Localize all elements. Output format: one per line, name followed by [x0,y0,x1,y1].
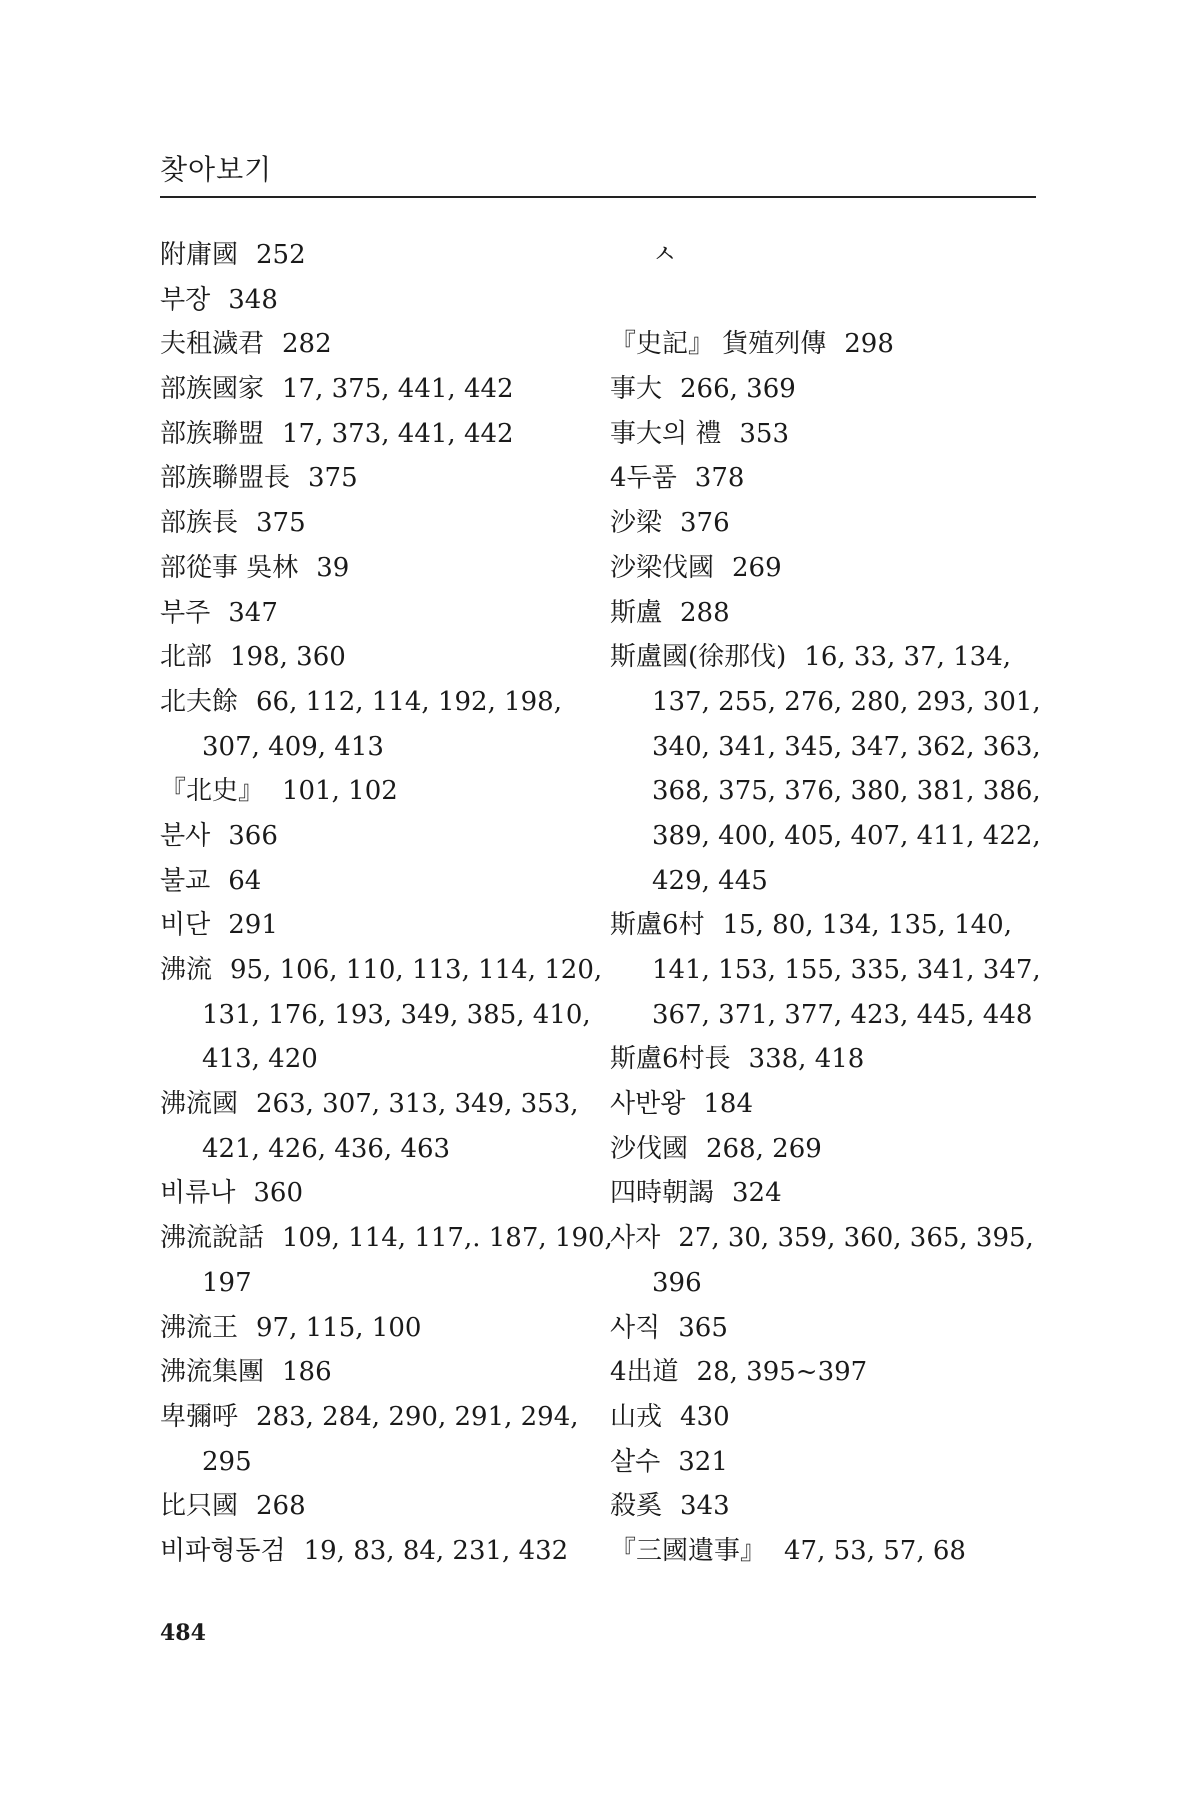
index-term: 사자 [610,1223,661,1254]
index-entry-continuation: 368, 375, 376, 380, 381, 386, [652,776,1041,807]
index-term: 沸流集團 [160,1357,265,1388]
index-entry [610,412,1040,457]
index-entry [160,1529,580,1574]
index-pages: 28, 395~397 [696,1357,868,1388]
index-entry-continuation: 295 [202,1446,252,1477]
index-pages: 375 [308,463,358,494]
index-entry-continuation: 429, 445 [652,865,768,896]
index-term: 部族長 [160,508,239,539]
index-term: 北部 [160,642,213,673]
index-entry-continuation: 137, 255, 276, 280, 293, 301, [652,686,1041,717]
index-term: 沸流國 [160,1089,239,1120]
index-term: 4두품 [610,463,677,494]
index-entry [160,1082,580,1127]
index-pages: 268, 269 [706,1133,822,1164]
index-term: 沙梁伐國 [610,552,715,583]
index-entry [160,546,580,591]
index-term: 比只國 [160,1491,239,1522]
index-term: 沸流 [160,955,213,985]
index-entry [610,1306,1040,1351]
index-pages: 283, 284, 290, 291, 294, [256,1401,579,1432]
index-term: 事大의 禮 [610,418,722,449]
index-term: 部族國家 [160,374,265,405]
index-pages: 109, 114, 117,. 187, 190, [282,1223,613,1254]
index-term: 살수 [610,1446,661,1477]
index-entry [160,1171,580,1216]
index-term: 4出道 [610,1357,679,1388]
index-term: 北夫餘 [160,686,239,717]
index-entry [610,1037,1040,1082]
index-term: 夫租濊君 [160,329,265,360]
index-term: 事大 [610,374,663,405]
index-pages: 282 [282,329,332,360]
index-pages: 343 [680,1491,730,1522]
index-pages: 375 [256,508,306,539]
index-entry [160,814,580,859]
index-entry [610,1440,1040,1485]
index-entry [160,948,603,993]
index-entry [160,501,580,546]
index-entry [610,1171,1040,1216]
index-pages: 366 [228,820,278,851]
index-entry [160,1350,580,1395]
index-pages: 198, 360 [230,642,346,673]
index-column-left [160,233,613,1574]
index-entry [610,367,1040,412]
index-pages: 252 [256,240,306,270]
index-term: 部族聯盟 [160,418,265,449]
index-entry [160,1484,580,1529]
index-pages: 268 [256,1491,306,1522]
index-pages: 353 [739,418,790,449]
index-entry [610,322,1040,367]
index-pages: 101, 102 [282,776,398,807]
page-number: 484 [160,1620,206,1646]
index-term: 部從事 吳林 [160,552,299,583]
index-entry-continuation: 141, 153, 155, 335, 341, 347, [652,955,1041,985]
index-term: 斯盧 [610,597,663,628]
index-term: 斯盧6村長 [610,1044,731,1075]
index-pages: 321 [678,1446,728,1477]
index-entry [160,769,580,814]
index-entry [610,591,1040,636]
index-term: 『北史』 [160,776,265,807]
index-pages: 263, 307, 313, 349, 353, [256,1089,579,1120]
index-term: 사반왕 [610,1089,686,1120]
index-term: 부장 [160,284,211,315]
index-term: 비파형동검 [160,1535,286,1566]
index-entry [160,635,580,680]
index-term: 沙梁 [610,508,663,539]
index-pages: 376 [680,508,730,539]
index-pages: 348 [228,284,278,315]
index-entry [160,322,580,367]
index-term: 四時朝謁 [610,1178,715,1209]
index-pages: 360 [253,1178,303,1209]
index-entry [160,1306,580,1351]
index-pages: 347 [228,597,278,628]
index-entry [160,1216,613,1261]
index-term: 卑彌呼 [160,1401,239,1432]
index-term: 斯盧6村 [610,910,705,941]
index-pages: 17, 373, 441, 442 [282,418,514,449]
index-entry-continuation: 340, 341, 345, 347, 362, 363, [652,731,1041,762]
index-entry [160,680,580,725]
index-term: 沙伐國 [610,1133,689,1164]
index-term: 사직 [610,1312,661,1343]
index-entry [160,1395,580,1440]
index-entry [160,278,580,323]
index-pages: 95, 106, 110, 113, 114, 120, [230,955,603,985]
index-entry [610,1395,1040,1440]
index-term: 沸流王 [160,1312,239,1343]
index-entry-continuation: 131, 176, 193, 349, 385, 410, [202,999,591,1030]
index-pages: 186 [282,1357,332,1388]
index-pages: 288 [680,597,730,628]
index-term: 불교 [160,865,211,896]
page-header: 찾아보기 [160,153,273,186]
index-entry [160,233,580,278]
index-pages: 338, 418 [748,1044,865,1075]
index-entry [160,412,580,457]
index-pages: 378 [694,463,745,494]
index-pages: 16, 33, 37, 134, [804,642,1012,673]
index-pages: 15, 80, 134, 135, 140, [722,910,1012,941]
index-pages: 66, 112, 114, 192, 198, [256,686,562,717]
index-entry [610,1529,1040,1574]
index-term: 沸流說話 [160,1223,265,1254]
index-entry [610,1082,1040,1127]
index-term: 殺奚 [610,1491,663,1522]
index-term: 部族聯盟長 [160,463,291,494]
index-term: 山戎 [610,1401,663,1432]
index-entry [610,1484,1040,1529]
index-entry-continuation: 197 [202,1267,252,1298]
index-pages: 27, 30, 359, 360, 365, 395, [678,1223,1034,1254]
index-entry-continuation: 396 [652,1267,702,1298]
index-entry-continuation: 413, 420 [202,1044,318,1075]
index-entry [610,501,1040,546]
index-entry [160,591,580,636]
index-term: 『史記』 貨殖列傳 [610,329,827,360]
index-pages: 269 [732,552,782,583]
index-entry-continuation: 389, 400, 405, 407, 411, 422, [652,820,1041,851]
index-entry-continuation: 421, 426, 436, 463 [202,1133,451,1164]
index-pages: 97, 115, 100 [256,1312,422,1343]
index-entry [160,367,580,412]
index-term: 비단 [160,910,211,941]
index-pages: 365 [678,1312,728,1343]
index-pages: 19, 83, 84, 231, 432 [303,1535,569,1566]
index-entry-continuation: 307, 409, 413 [202,731,384,762]
index-term: 『三國遺事』 [610,1535,767,1566]
index-term: 분사 [160,820,211,851]
index-term: 부주 [160,597,211,628]
header-rule [160,196,1036,198]
index-pages: 298 [844,329,894,360]
index-entry [610,635,1040,680]
index-pages: 39 [316,552,350,583]
index-pages: 324 [732,1178,782,1209]
index-entry [610,1127,1040,1172]
index-pages: 430 [680,1401,730,1432]
index-term: 斯盧國(徐那伐) [610,642,787,673]
index-pages: 184 [703,1089,753,1120]
index-entry [610,456,1040,501]
index-entry [610,903,1040,948]
index-term: 附庸國 [160,240,239,270]
index-pages: 47, 53, 57, 68 [784,1535,966,1566]
index-term: 비류나 [160,1178,236,1209]
index-pages: 266, 369 [680,374,796,405]
index-entry [610,1350,1040,1395]
index-column-right [610,233,1040,1574]
index-pages: 17, 375, 441, 442 [282,374,514,405]
index-blank-line [610,278,1040,323]
index-entry [610,1216,1040,1261]
index-entry [160,859,580,904]
index-entry-continuation: 367, 371, 377, 423, 445, 448 [652,999,1033,1030]
index-pages: 291 [228,910,278,941]
index-entry [160,456,580,501]
index-section-letter: ㅅ [652,240,678,270]
index-pages: 64 [228,865,262,896]
index-entry [610,546,1040,591]
index-entry [160,903,580,948]
